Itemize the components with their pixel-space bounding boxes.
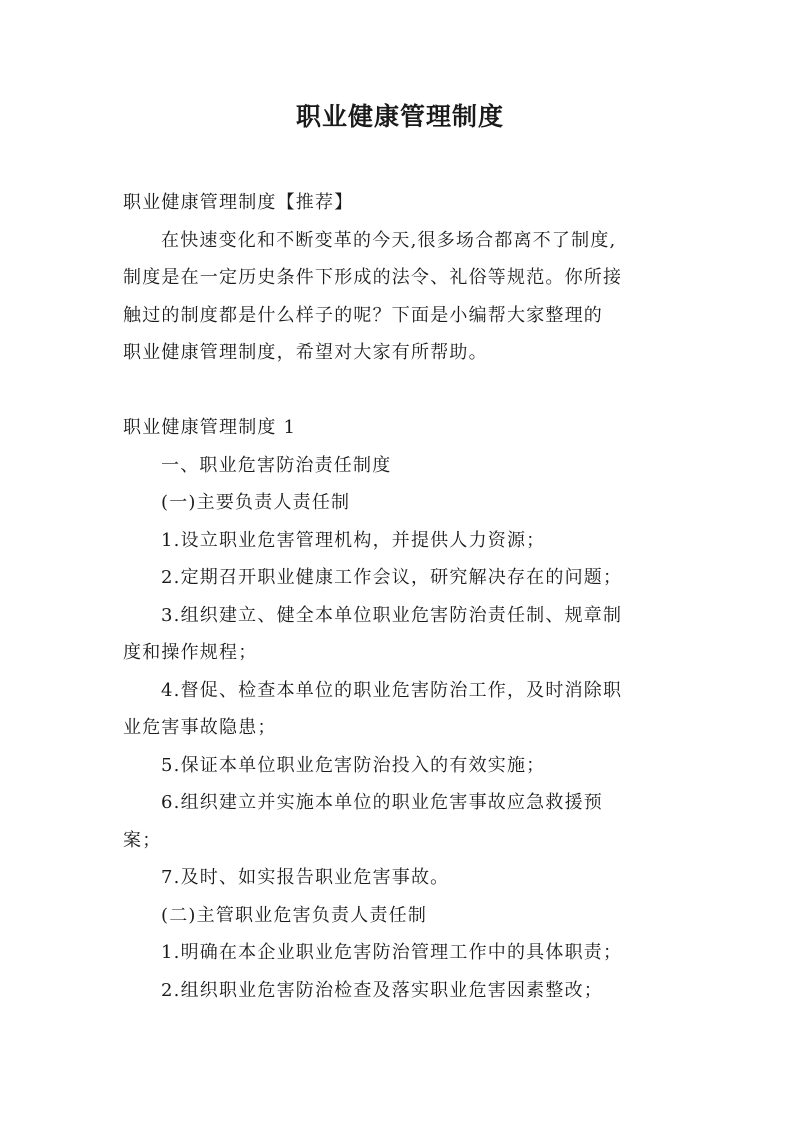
subsection-title: (一)主要负责人责任制 xyxy=(161,492,351,513)
section-title: 职业健康管理制度 1 xyxy=(123,417,297,438)
list-item: 2.定期召开职业健康工作会议，研究解决存在的问题； xyxy=(161,567,623,588)
list-item: 6.组织建立并实施本单位的职业危害事故应急救援预 xyxy=(161,792,603,813)
subsection-title: (二)主管职业危害负责人责任制 xyxy=(161,904,428,926)
list-item: 5.保证本单位职业危害防治投入的有效实施； xyxy=(161,754,546,776)
part-title: 一、职业危害防治责任制度 xyxy=(161,454,392,476)
list-item: 7.及时、如实报告职业危害事故。 xyxy=(161,867,450,888)
document-heading: 职业健康管理制度【推荐】 xyxy=(123,192,354,213)
list-item-continuation: 业危害事故隐患； xyxy=(123,717,277,738)
list-item-continuation: 度和操作规程； xyxy=(123,642,258,663)
list-item: 4.督促、检查本单位的职业危害防治工作，及时消除职 xyxy=(161,679,623,701)
list-item-continuation: 案； xyxy=(123,829,162,851)
paragraph-gap xyxy=(123,372,681,410)
intro-line: 在快速变化和不断变革的今天,很多场合都离不了制度, xyxy=(161,229,617,251)
list-item: 1.设立职业危害管理机构，并提供人力资源； xyxy=(161,529,546,551)
intro-line: 职业健康管理制度，希望对大家有所帮助。 xyxy=(123,342,488,363)
list-item: 3.组织建立、健全本单位职业危害防治责任制、规章制 xyxy=(161,604,623,626)
document-body xyxy=(123,184,681,1009)
list-item: 2.组织职业危害防治检查及落实职业危害因素整改； xyxy=(161,979,603,1001)
list-item: 1.明确在本企业职业危害防治管理工作中的具体职责； xyxy=(161,942,623,963)
intro-line: 制度是在一定历史条件下形成的法令、礼俗等规范。你所接 xyxy=(123,267,623,288)
document-title: 职业健康管理制度 xyxy=(295,102,504,131)
intro-line: 触过的制度都是什么样子的呢？下面是小编帮大家整理的 xyxy=(123,304,603,326)
